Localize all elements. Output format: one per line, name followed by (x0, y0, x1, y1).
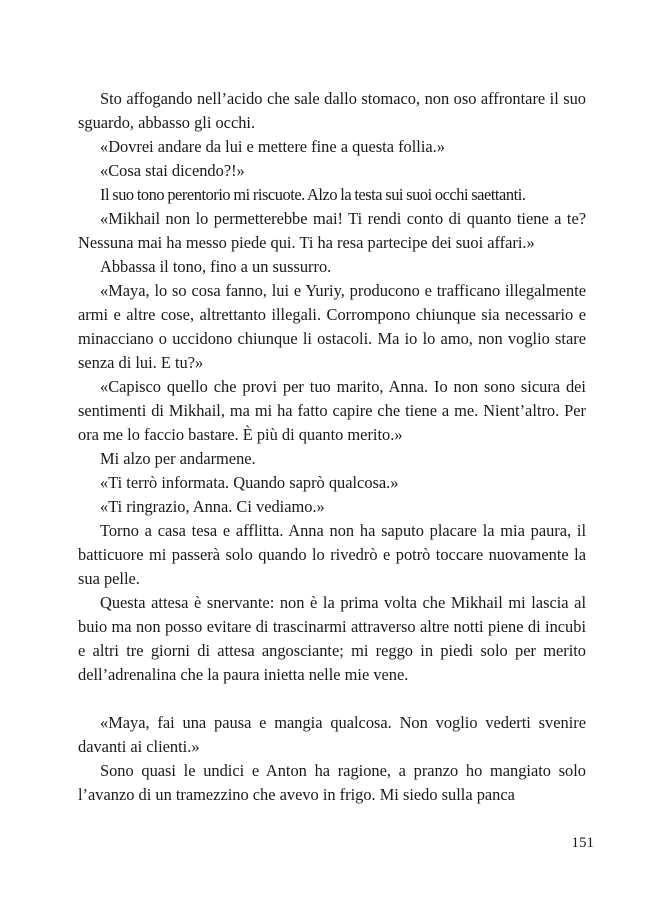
paragraph-12: Torno a casa tesa e afflitta. Anna non ha saputo placare la mia paura, il batticuore mi passerà solo quando lo rivedrò e potrò toccare nuovamente la sua pelle. (78, 521, 586, 588)
paragraph-8: «Capisco quello che provi per tuo marito, Anna. Io non sono sicura dei sentimenti di Mikhail, ma mi ha fatto capire che tiene a me. Nient’altro. Per ora me lo faccio bastare. È più di quanto merito.» (78, 377, 586, 444)
paragraph-10: «Ti terrò informata. Quando saprò qualcosa.» (100, 473, 399, 492)
paragraph-14: «Maya, fai una pausa e mangia qualcosa. Non voglio vederti svenire davanti ai clienti.» (78, 713, 586, 756)
page-body (78, 87, 586, 807)
paragraph-6: Abbassa il tono, fino a un sussurro. (100, 257, 332, 276)
paragraph-9: Mi alzo per andarmene. (100, 449, 256, 468)
paragraph-2: «Dovrei andare da lui e mettere fine a questa follia.» (100, 137, 445, 156)
paragraph-4: Il suo tono perentorio mi riscuote. Alzo la testa sui suoi occhi saettanti. (100, 185, 526, 204)
paragraph-13: Questa attesa è snervante: non è la prima volta che Mikhail mi lascia al buio ma non posso evitare di trascinarmi attraverso altre notti piene di incubi e altri tre giorni di attesa angosciante; mi reggo in piedi solo per merito dell’adrenalina che la paura inietta nelle mie vene. (78, 593, 586, 684)
page-number: 151 (571, 835, 594, 851)
paragraph-1: Sto affogando nell’acido che sale dallo stomaco, non oso affrontare il suo sguardo, abbasso gli occhi. (78, 89, 586, 132)
paragraph-7: «Maya, lo so cosa fanno, lui e Yuriy, producono e trafficano illegalmente armi e altre cose, altrettanto illegali. Corrompono chiunque sia necessario e minacciano o uccidono chiunque li ostacoli. Ma io lo amo, non voglio stare senza di lui. E tu?» (78, 281, 586, 372)
paragraph-11: «Ti ringrazio, Anna. Ci vediamo.» (100, 497, 325, 516)
paragraph-3: «Cosa stai dicendo?!» (100, 161, 245, 180)
paragraph-15: Sono quasi le undici e Anton ha ragione, a pranzo ho mangiato solo l’avanzo di un tramezzino che avevo in frigo. Mi siedo sulla panca (78, 761, 586, 804)
paragraph-5: «Mikhail non lo permetterebbe mai! Ti rendi conto di quanto tiene a te? Nessuna mai ha messo piede qui. Ti ha resa partecipe dei suoi affari.» (78, 209, 586, 252)
section-break (78, 687, 586, 711)
